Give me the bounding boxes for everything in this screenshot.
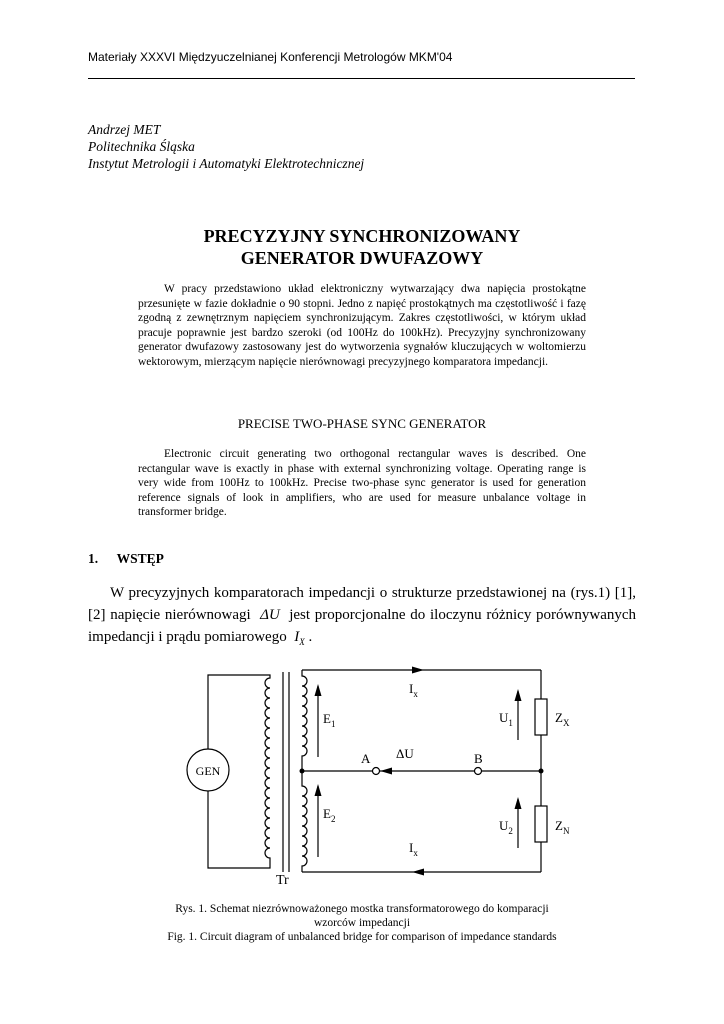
delta-u-label: ΔU <box>396 746 414 761</box>
section-title: WSTĘP <box>116 551 164 566</box>
author-name: Andrzej MET <box>88 122 161 137</box>
e2-arrowhead <box>315 784 322 796</box>
e1-letter: E <box>323 711 331 726</box>
zx-label <box>555 710 570 728</box>
center-tap-node <box>300 769 305 774</box>
delta-u-arrowhead <box>380 768 392 775</box>
primary-coil <box>265 675 270 868</box>
e1-sub: 1 <box>330 719 336 729</box>
section-number: 1. <box>88 551 99 566</box>
right-junction-node <box>539 769 544 774</box>
ix-bottom-arrowhead <box>412 869 424 876</box>
u1-label <box>499 710 513 728</box>
caption-pl-line-1: Rys. 1. Schemat niezrównoważonego mostka transformatorowego do komparacji <box>175 903 549 915</box>
delta-u-symbol: ΔU <box>260 607 280 623</box>
e1-arrowhead <box>315 684 322 696</box>
u2-label <box>499 818 513 836</box>
caption-en: Fig. 1. Circuit diagram of unbalanced bridge for comparison of impedance standards <box>167 931 557 943</box>
node-b-label: B <box>474 751 483 766</box>
ix-bottom-sub: x <box>413 848 418 858</box>
u1-letter: U <box>499 710 509 725</box>
e2-letter: E <box>323 806 331 821</box>
u2-sub: 2 <box>508 826 513 836</box>
ix-bottom-letter: I <box>409 840 414 855</box>
zx-letter: Z <box>555 710 563 725</box>
u1-sub: 1 <box>508 718 513 728</box>
u2-arrowhead <box>515 797 522 809</box>
abstract-polish: W pracy przedstawiono układ elektroniczny wytwarzający dwa napięcia prostokątne przesunięte w fazie dokładnie o 90 stopni. Jedno z napięć prostokątnych ma częstotliwość i fazę zgodną z zewnętrznym napięciem synchronizującym. Zakres częstotliwości, w którym układ pracuje poprawnie jest bardzo szeroki (od 100Hz do 100kHz). Precyzyjny synchronizowany generator dwufazowy zastosowany jest do wytworzenia sygnałów kluczujących w woltomierzu wektorowym, mierzącym napięcie nierównowagi precyzyjnego komparatora impedancji. <box>138 283 586 368</box>
impedance-zn <box>535 806 547 842</box>
gen-label: GEN <box>195 764 221 778</box>
zn-letter: Z <box>555 818 563 833</box>
title-line-1: PRECYZYJNY SYNCHRONIZOWANY <box>203 226 521 246</box>
node-a-label: A <box>361 751 371 766</box>
english-title: PRECISE TWO-PHASE SYNC GENERATOR <box>237 416 487 431</box>
ix-subscript: X <box>299 637 305 647</box>
paragraph-text-2: jest proporcjonalne do iloczynu różnicy porównywanych impedancji i prądu pomiarowego <box>88 607 637 645</box>
e2-label <box>323 806 335 824</box>
author-institute: Instytut Metrologii i Automatyki Elektrotechnicznej <box>88 156 365 171</box>
tr-label: Tr <box>276 873 289 888</box>
paragraph-text-1: W precyzyjnych komparatorach impedancji o strukturze przedstawionej na (rys.1) [1], [2] napięcie nierównowagi <box>88 585 636 623</box>
caption-pl-line-2: wzorców impedancji <box>313 917 411 929</box>
title-line-2: GENERATOR DWUFAZOWY <box>240 248 484 268</box>
secondary-coil-upper <box>302 670 307 771</box>
ix-top-letter: I <box>409 681 414 696</box>
node-b-terminal <box>475 768 482 775</box>
e1-label <box>323 711 335 729</box>
node-a-terminal <box>373 768 380 775</box>
u1-arrowhead <box>515 689 522 701</box>
abstract-english: Electronic circuit generating two orthogonal rectangular waves is described. One rectangular wave is exactly in phase with external synchronizing voltage. Operating range is very wide from 100Hz to 100kHz. Precise two-phase sync generator is used for generation reference signals of look in amplifiers, who are used for measure unbalance voltage in transformer bridge. <box>138 448 586 519</box>
conference-header: Materiały XXXVI Międzyuczelnianej Konferencji Metrologów MKM'04 <box>88 50 453 64</box>
ix-bottom-label <box>409 840 418 858</box>
ix-top-arrowhead <box>412 667 424 674</box>
u2-letter: U <box>499 818 509 833</box>
ix-top-label <box>409 681 418 699</box>
ix-symbol: I <box>294 629 300 645</box>
e2-sub: 2 <box>330 814 336 824</box>
zn-sub: N <box>562 826 570 836</box>
figure-caption <box>88 902 636 944</box>
zn-label <box>555 818 570 836</box>
ix-top-sub: x <box>413 689 418 699</box>
secondary-coil-lower <box>302 771 307 872</box>
impedance-zx <box>535 699 547 735</box>
paragraph-end: . <box>308 629 313 645</box>
zx-sub: X <box>562 718 570 728</box>
author-university: Politechnika Śląska <box>88 139 195 154</box>
